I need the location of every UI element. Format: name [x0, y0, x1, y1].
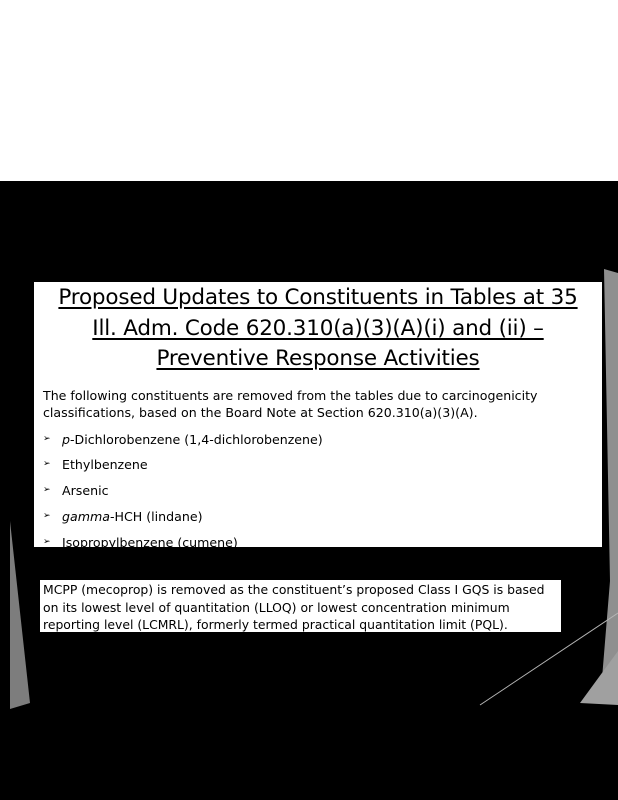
item-text: -HCH (lindane)	[109, 508, 203, 524]
arrow-bullet-icon: ➢	[43, 510, 51, 521]
title-line-3: Preventive Response Activities	[156, 346, 480, 371]
list-item	[43, 427, 602, 453]
item-text: Isopropylbenzene (cumene)	[62, 534, 238, 550]
arrow-bullet-icon: ➢	[43, 459, 51, 470]
list-item	[43, 452, 602, 478]
list-item	[43, 530, 602, 556]
content-panel	[34, 282, 602, 550]
right-lower-wedge	[580, 651, 618, 705]
mcpp-note	[40, 580, 561, 632]
slide-title	[34, 282, 602, 375]
arrow-bullet-icon: ➢	[43, 536, 51, 547]
title-line-2: Ill. Adm. Code 620.310(a)(3)(A)(i) and (ii) –	[92, 315, 544, 341]
arrow-bullet-icon: ➢	[43, 433, 51, 444]
intro-line-1: The following constituents are removed from the tables due to carcinogenicity	[43, 387, 538, 403]
note-line-1: MCPP (mecoprop) is removed as the constituent’s proposed Class I GQS is based	[43, 582, 545, 597]
item-text: -Dichlorobenzene (1,4-dichlorobenzene)	[70, 431, 323, 447]
intro-paragraph	[43, 387, 593, 421]
note-line-2: on its lowest level of quantitation (LLOQ) or lowest concentration minimum	[43, 599, 510, 615]
slide	[0, 181, 618, 800]
title-line-1: Proposed Updates to Constituents in Tables at 35	[58, 285, 578, 310]
right-gray-wedge	[600, 269, 618, 703]
item-text: Arsenic	[62, 483, 109, 499]
left-gray-wedge	[10, 521, 30, 709]
item-text: Ethylbenzene	[62, 457, 148, 473]
intro-line-2: classifications, based on the Board Note at Section 620.310(a)(3)(A).	[43, 404, 478, 420]
arrow-bullet-icon: ➢	[43, 485, 51, 496]
italic-prefix: gamma	[62, 508, 110, 524]
list-item	[43, 478, 602, 504]
note-line-3: reporting level (LCMRL), formerly termed practical quantitation limit (PQL).	[43, 617, 508, 633]
italic-prefix: p	[62, 431, 70, 447]
list-item	[43, 504, 602, 530]
constituent-list	[43, 427, 602, 556]
